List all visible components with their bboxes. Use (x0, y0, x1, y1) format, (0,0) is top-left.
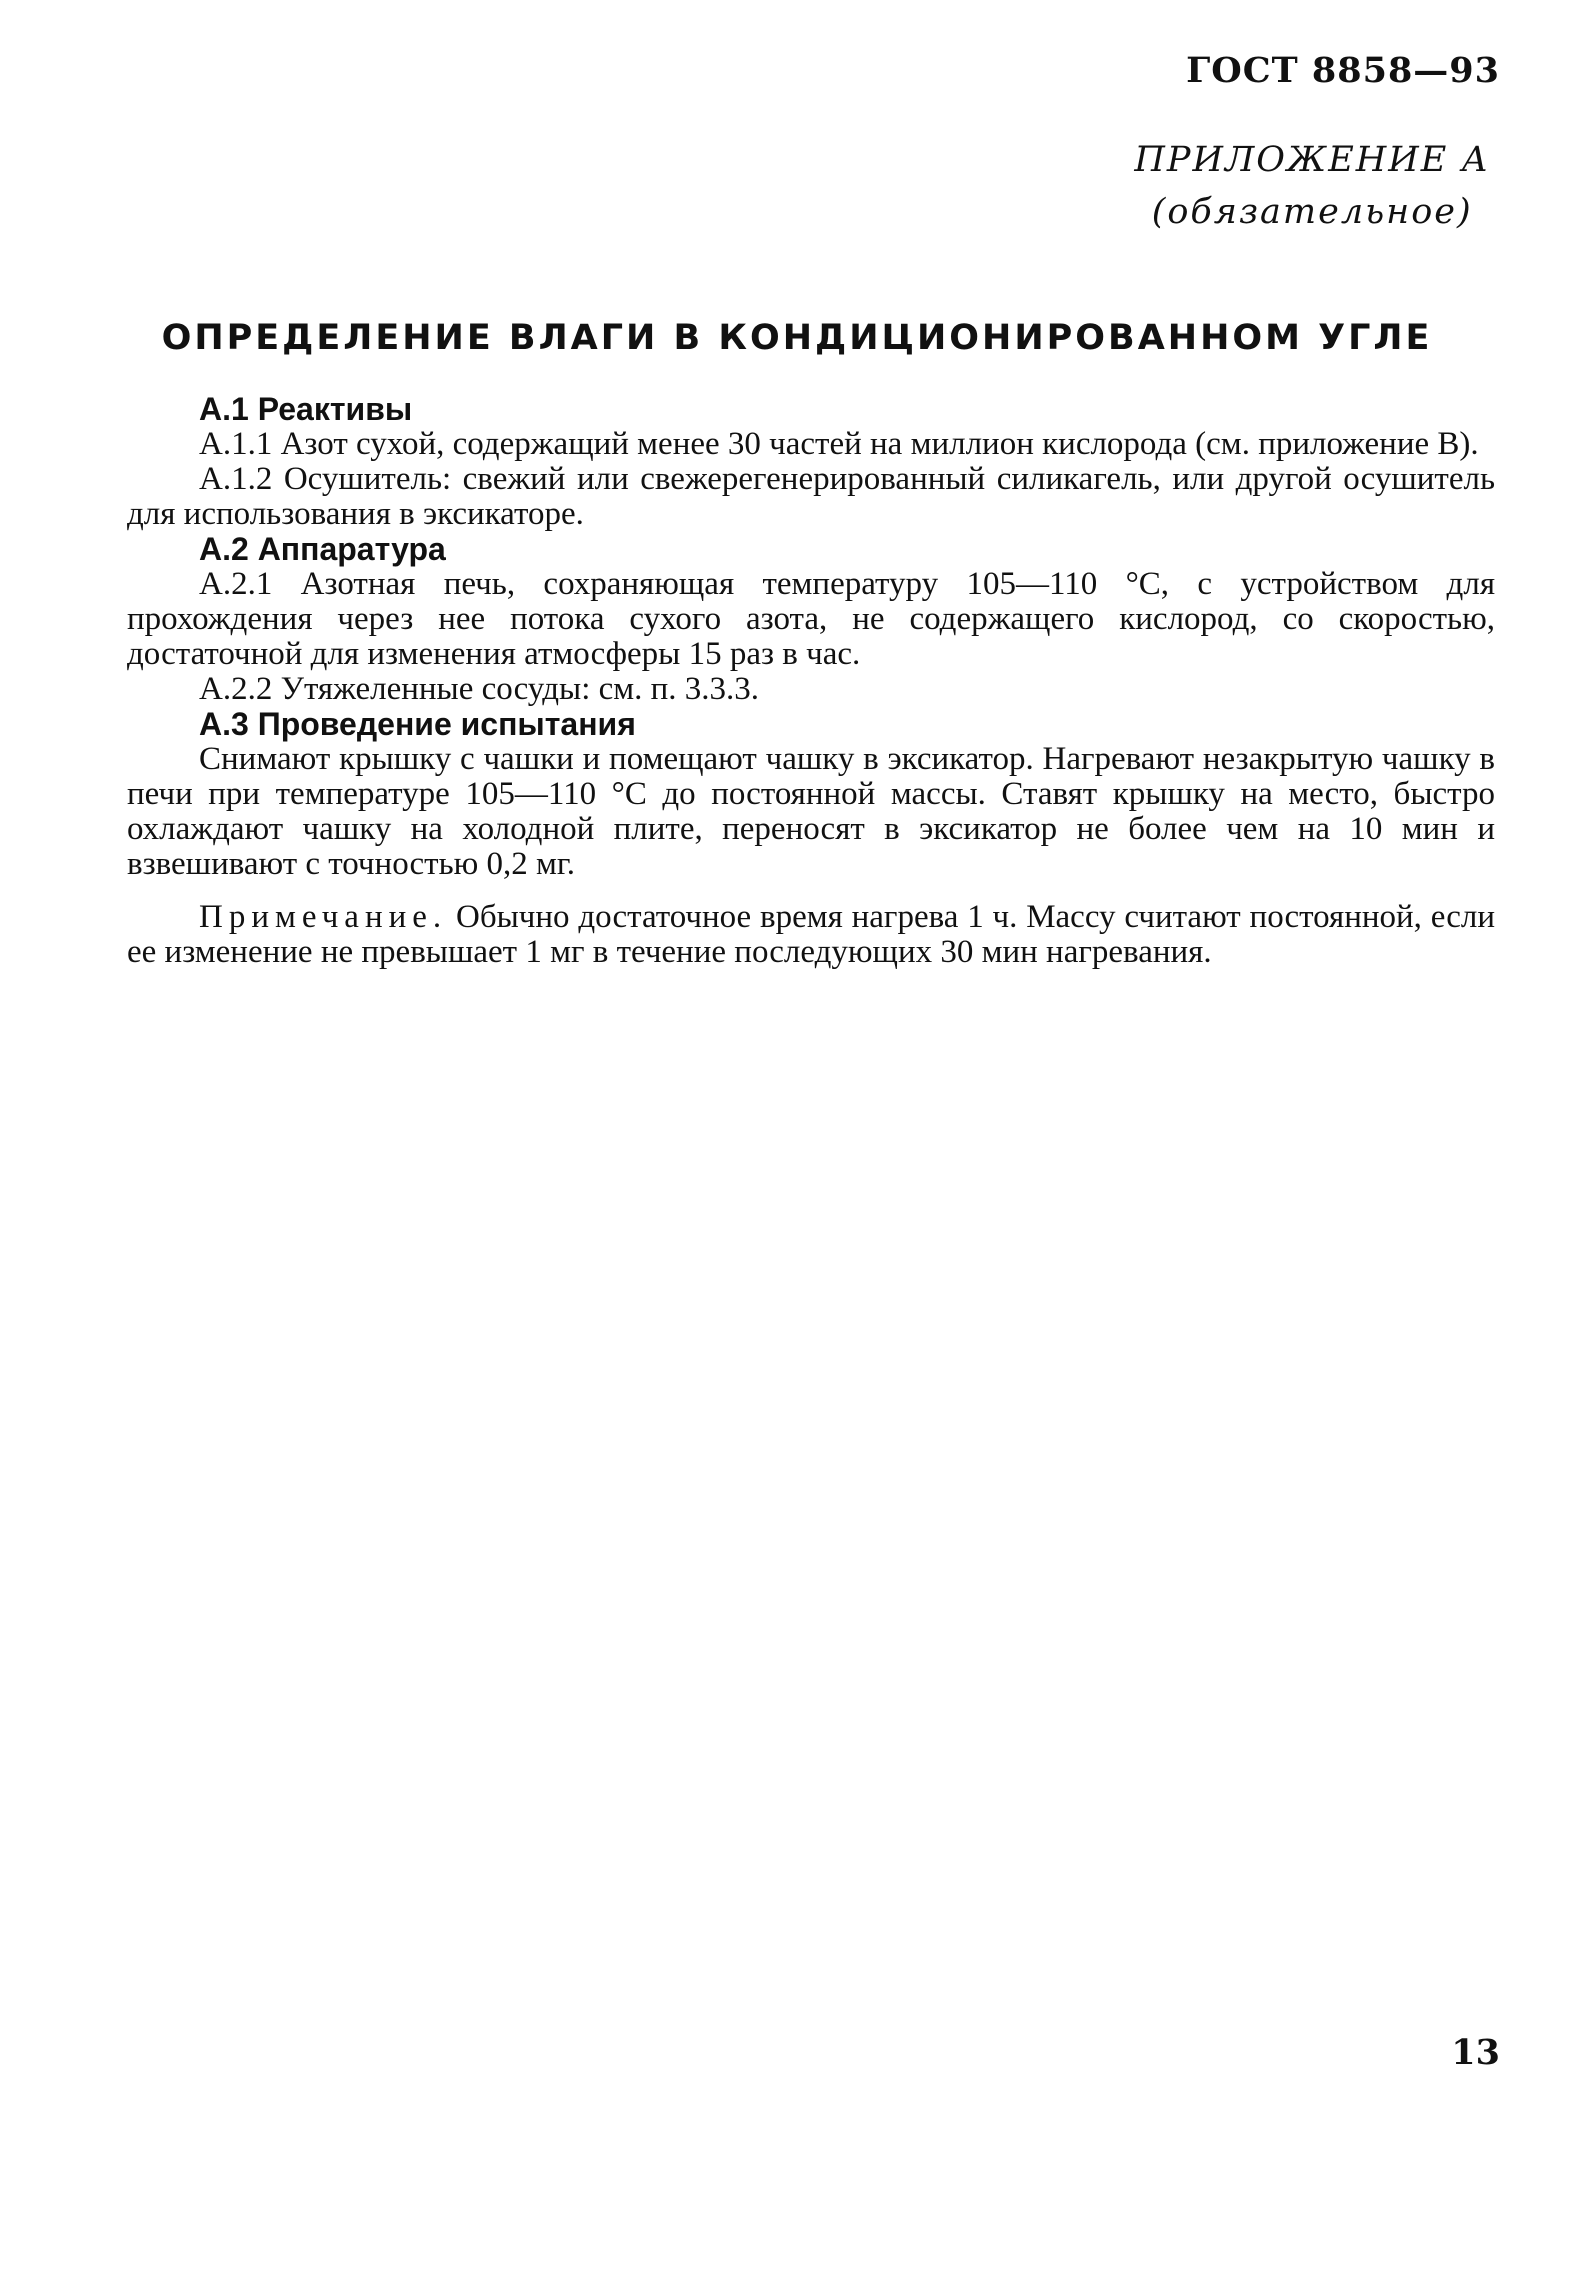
appendix-status: (обязательное) (1151, 192, 1473, 232)
note-paragraph (127, 900, 1495, 970)
paragraph-a2-2: А.2.2 Утяжеленные сосуды: см. п. 3.3.3. (199, 671, 760, 707)
paragraph-a1-2: А.1.2 Осушитель: свежий или свежерегенерированный силикагель, или другой осушитель для использования в эксикаторе. (127, 461, 1495, 532)
appendix-block (1134, 134, 1490, 238)
document-body (127, 392, 1495, 970)
appendix-label: ПРИЛОЖЕНИЕ А (1134, 140, 1490, 180)
section-heading-a2: А.2 Аппаратура (199, 531, 446, 567)
paragraph-a1-1: А.1.1 Азот сухой, содержащий менее 30 частей на миллион кислорода (см. приложение В). (199, 426, 1479, 462)
document-title: ОПРЕДЕЛЕНИЕ ВЛАГИ В КОНДИЦИОНИРОВАННОМ УГЛЕ (161, 318, 1433, 358)
paragraph-a2-1: А.2.1 Азотная печь, сохраняющая температуру 105—110 °С, с устройством для прохождения через нее потока сухого азота, не содержащего кислород, со скоростью, достаточной для изменения атмосферы 15 раз в час. (127, 566, 1495, 672)
section-heading-a3: А.3 Проведение испытания (199, 706, 636, 742)
page-number: 13 (1451, 2032, 1500, 2073)
section-heading-a1: А.1 Реактивы (199, 391, 413, 427)
note-text: Обычно достаточное время нагрева 1 ч. Массу считают постоянной, если ее изменение не превышает 1 мг в течение последующих 30 мин нагревания. (127, 899, 1495, 970)
paragraph-a3-1: Снимают крышку с чашки и помещают чашку в эксикатор. Нагревают незакрытую чашку в печи при температуре 105—110 °С до постоянной массы. Ставят крышку на место, быстро охлаждают чашку на холодной плите, переносят в эксикатор не более чем на 10 мин и взвешивают с точностью 0,2 мг. (127, 741, 1495, 882)
note-label: Примечание. (199, 899, 448, 935)
standard-code: ГОСТ 8858—93 (1186, 50, 1500, 91)
